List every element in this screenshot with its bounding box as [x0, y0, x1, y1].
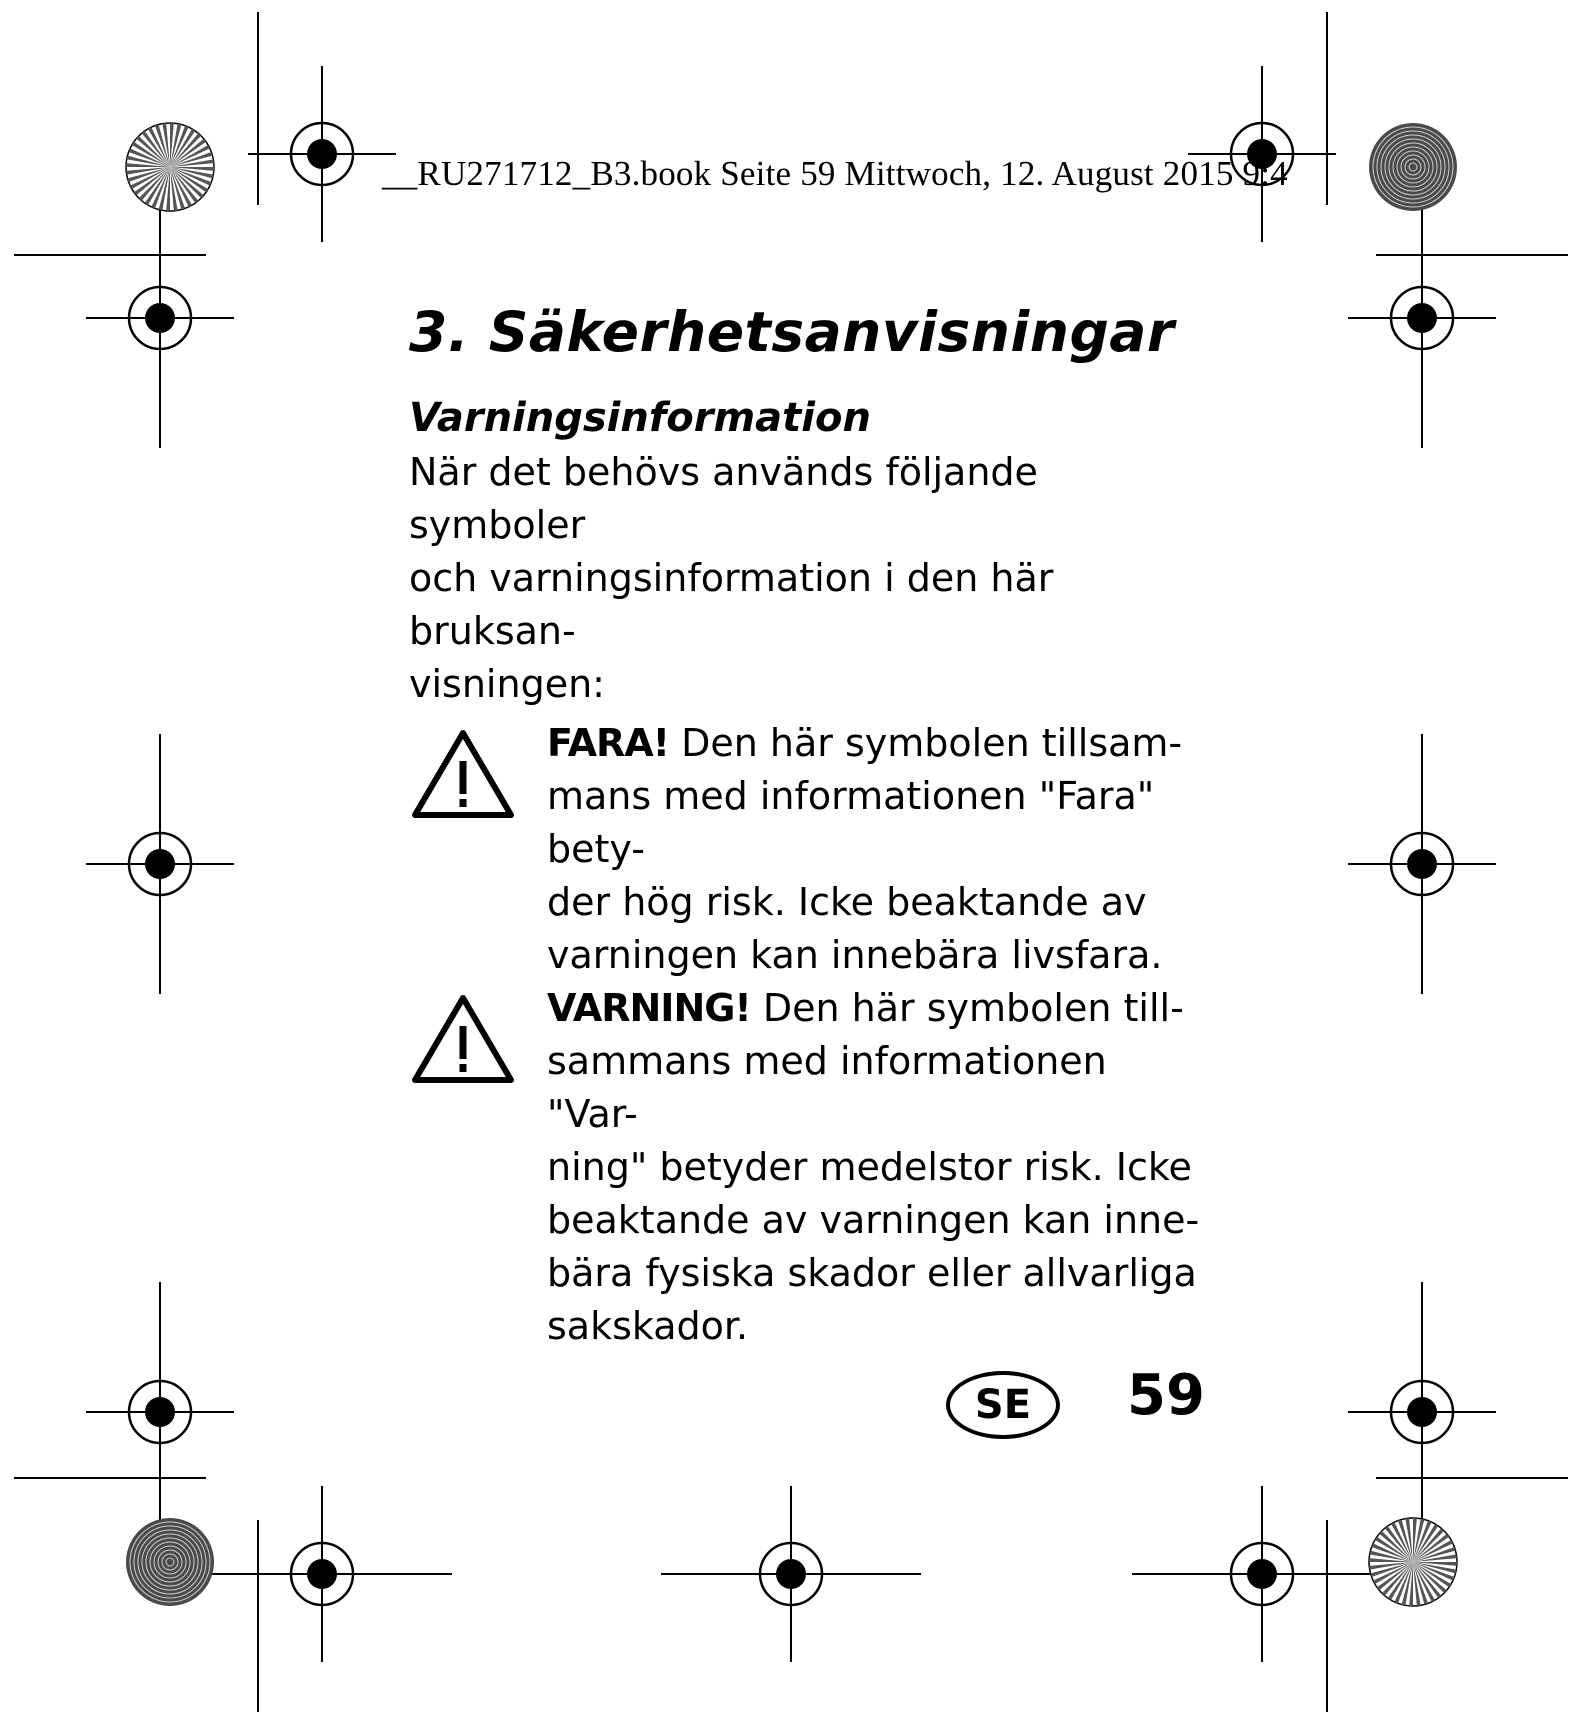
intro-line: visningen: — [409, 662, 605, 706]
country-code-badge: SE — [946, 1371, 1060, 1439]
danger-line: varningen kan innebära livsfara. — [547, 933, 1163, 977]
warning-triangle-icon — [409, 992, 517, 1088]
ring-mark — [126, 1518, 214, 1606]
registration-mark — [1348, 188, 1496, 448]
registration-mark — [86, 1282, 234, 1542]
warning-line: ning" betyder medelstor risk. Icke — [547, 1145, 1192, 1189]
warning-line: sakskador. — [547, 1304, 749, 1348]
registration-mark — [661, 1486, 921, 1662]
registration-mark — [1348, 734, 1496, 994]
danger-text: Den här symbolen tillsam- — [669, 721, 1183, 765]
warning-line: sammans med informationen "Var- — [547, 1039, 1107, 1136]
registration-mark — [86, 734, 234, 994]
registration-mark — [1132, 1486, 1392, 1662]
intro-line: När det behövs används följande symboler — [409, 450, 1038, 547]
section-subtitle: Varningsinformation — [409, 395, 871, 441]
warning-line — [547, 982, 1209, 1035]
page-number: 59 — [1127, 1363, 1205, 1428]
intro-paragraph — [409, 446, 1209, 711]
intro-line: och varningsinformation i den här bruksan- — [409, 556, 1054, 653]
danger-line — [547, 717, 1209, 770]
warning-keyword: VARNING! — [547, 986, 751, 1030]
print-slug-line: __RU271712_B3.book Seite 59 Mittwoch, 12. August 2015 9:4 — [382, 154, 1288, 193]
warning-line: bära fysiska skador eller allvarliga — [547, 1251, 1197, 1295]
warning-triangle-icon — [409, 727, 517, 823]
danger-notice — [409, 717, 1209, 982]
registration-mark — [1348, 1282, 1496, 1542]
ring-mark — [1369, 123, 1457, 211]
danger-line: mans med informationen "Fara" bety- — [547, 774, 1155, 871]
danger-keyword: FARA! — [547, 721, 670, 765]
page-content — [409, 300, 1209, 1353]
danger-line: der hög risk. Icke beaktande av — [547, 880, 1147, 924]
registration-mark — [192, 1486, 452, 1662]
warning-notice — [409, 982, 1209, 1353]
section-title: 3. Säkerhetsanvisningar — [409, 300, 1175, 364]
warning-text: Den här symbolen till- — [750, 986, 1184, 1030]
registration-mark — [86, 188, 234, 448]
registration-mark — [248, 66, 396, 242]
warning-line: beaktande av varningen kan inne- — [547, 1198, 1200, 1242]
